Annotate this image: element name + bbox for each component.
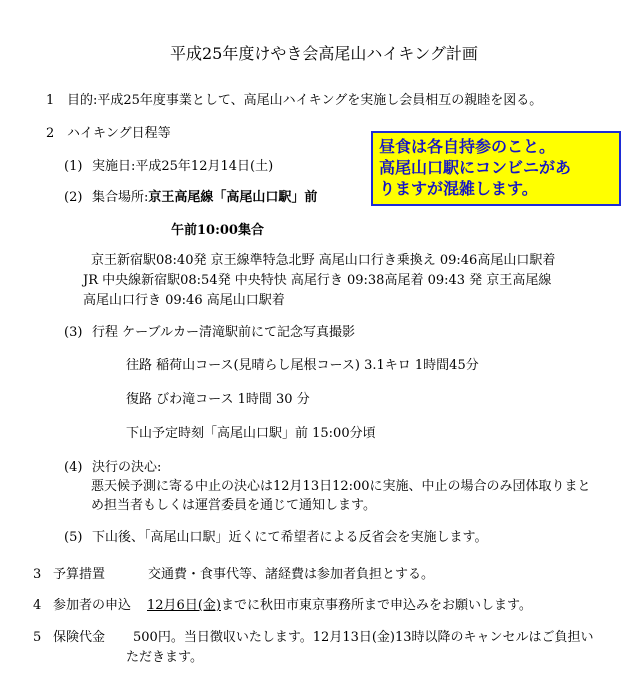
notice-line-3: りますが混雑します。 bbox=[379, 179, 538, 198]
section-5-number: 5 bbox=[33, 630, 42, 645]
application-text: までに秋田市東京事務所まで申込みをお願いします。 bbox=[220, 598, 532, 613]
item-4-decision: 決行の決心: bbox=[92, 460, 162, 475]
route-line-1: 京王新宿駅08:40発 京王線準特急北野 高尾山口行き乗換え 09:46高尾山口駅着 bbox=[91, 253, 556, 268]
document-title: 平成25年度けやき会高尾山ハイキング計画 bbox=[170, 44, 478, 63]
return-course: 復路 びわ滝コース 1時間 30 分 bbox=[126, 392, 310, 407]
item-5-afterparty: 下山後、「高尾山口駅」近くにて希望者による反省会を実施します。 bbox=[92, 530, 488, 545]
descent-time: 下山予定時刻「高尾山口駅」前 15:00分頃 bbox=[126, 426, 376, 441]
item-1-number: (1) bbox=[64, 159, 83, 174]
section-4-application bbox=[147, 598, 532, 614]
lunch-notice-box bbox=[371, 131, 621, 206]
section-3-label: 予算措置 bbox=[53, 567, 106, 582]
notice-line-1: 昼食は各自持参のこと。 bbox=[379, 137, 556, 156]
application-deadline: 12月6日(金) bbox=[147, 598, 221, 613]
outbound-course: 往路 稲荷山コース(見晴らし尾根コース) 3.1キロ 1時間45分 bbox=[126, 358, 479, 373]
item-4-number: (4) bbox=[64, 460, 83, 475]
route-line-2: JR 中央線新宿駅08:54発 中央特快 高尾行き 09:38高尾着 09:43 発 京王高尾線 bbox=[83, 273, 552, 288]
section-1-number: 1 bbox=[46, 93, 55, 108]
section-4-label: 参加者の申込 bbox=[53, 598, 132, 613]
meeting-place-label: 集合場所: bbox=[92, 190, 149, 205]
item-2-meeting-place bbox=[92, 190, 317, 206]
item-3-number: (3) bbox=[64, 325, 83, 340]
decision-detail-line-2: め担当者もしくは運営委員を通じて通知します。 bbox=[91, 498, 376, 513]
insurance-fee-line-1: 500円。当日徴収いたします。12月13日(金)13時以降のキャンセルはご負担い bbox=[133, 630, 594, 645]
section-4-number: 4 bbox=[33, 598, 42, 613]
item-5-number: (5) bbox=[64, 530, 83, 545]
item-2-number: (2) bbox=[64, 190, 83, 205]
section-2-heading: ハイキング日程等 bbox=[67, 126, 171, 141]
section-5-label: 保険代金 bbox=[53, 630, 106, 645]
item-1-date: 実施日:平成25年12月14日(土) bbox=[92, 159, 274, 174]
notice-line-2: 高尾山口駅にコンビニがあ bbox=[379, 158, 572, 177]
section-3-budget: 交通費・食事代等、諸経費は参加者負担とする。 bbox=[148, 567, 435, 582]
meeting-time: 午前10:00集合 bbox=[171, 223, 264, 238]
meeting-place-name: 京王高尾線「高尾山口駅」前 bbox=[148, 190, 318, 205]
route-line-3: 高尾山口行き 09:46 高尾山口駅着 bbox=[83, 293, 285, 308]
section-1-purpose: 目的:平成25年度事業として、高尾山ハイキングを実施し会員相互の親睦を図る。 bbox=[67, 93, 543, 108]
section-3-number: 3 bbox=[33, 567, 42, 582]
item-3-itinerary: 行程 ケーブルカー清滝駅前にて記念写真撮影 bbox=[92, 325, 355, 340]
section-2-number: 2 bbox=[46, 126, 55, 141]
decision-detail-line-1: 悪天候予測に寄る中止の決心は12月13日12:00に実施、中止の場合のみ団体取りまと bbox=[91, 479, 591, 494]
insurance-fee-line-2: ただきます。 bbox=[126, 650, 203, 665]
